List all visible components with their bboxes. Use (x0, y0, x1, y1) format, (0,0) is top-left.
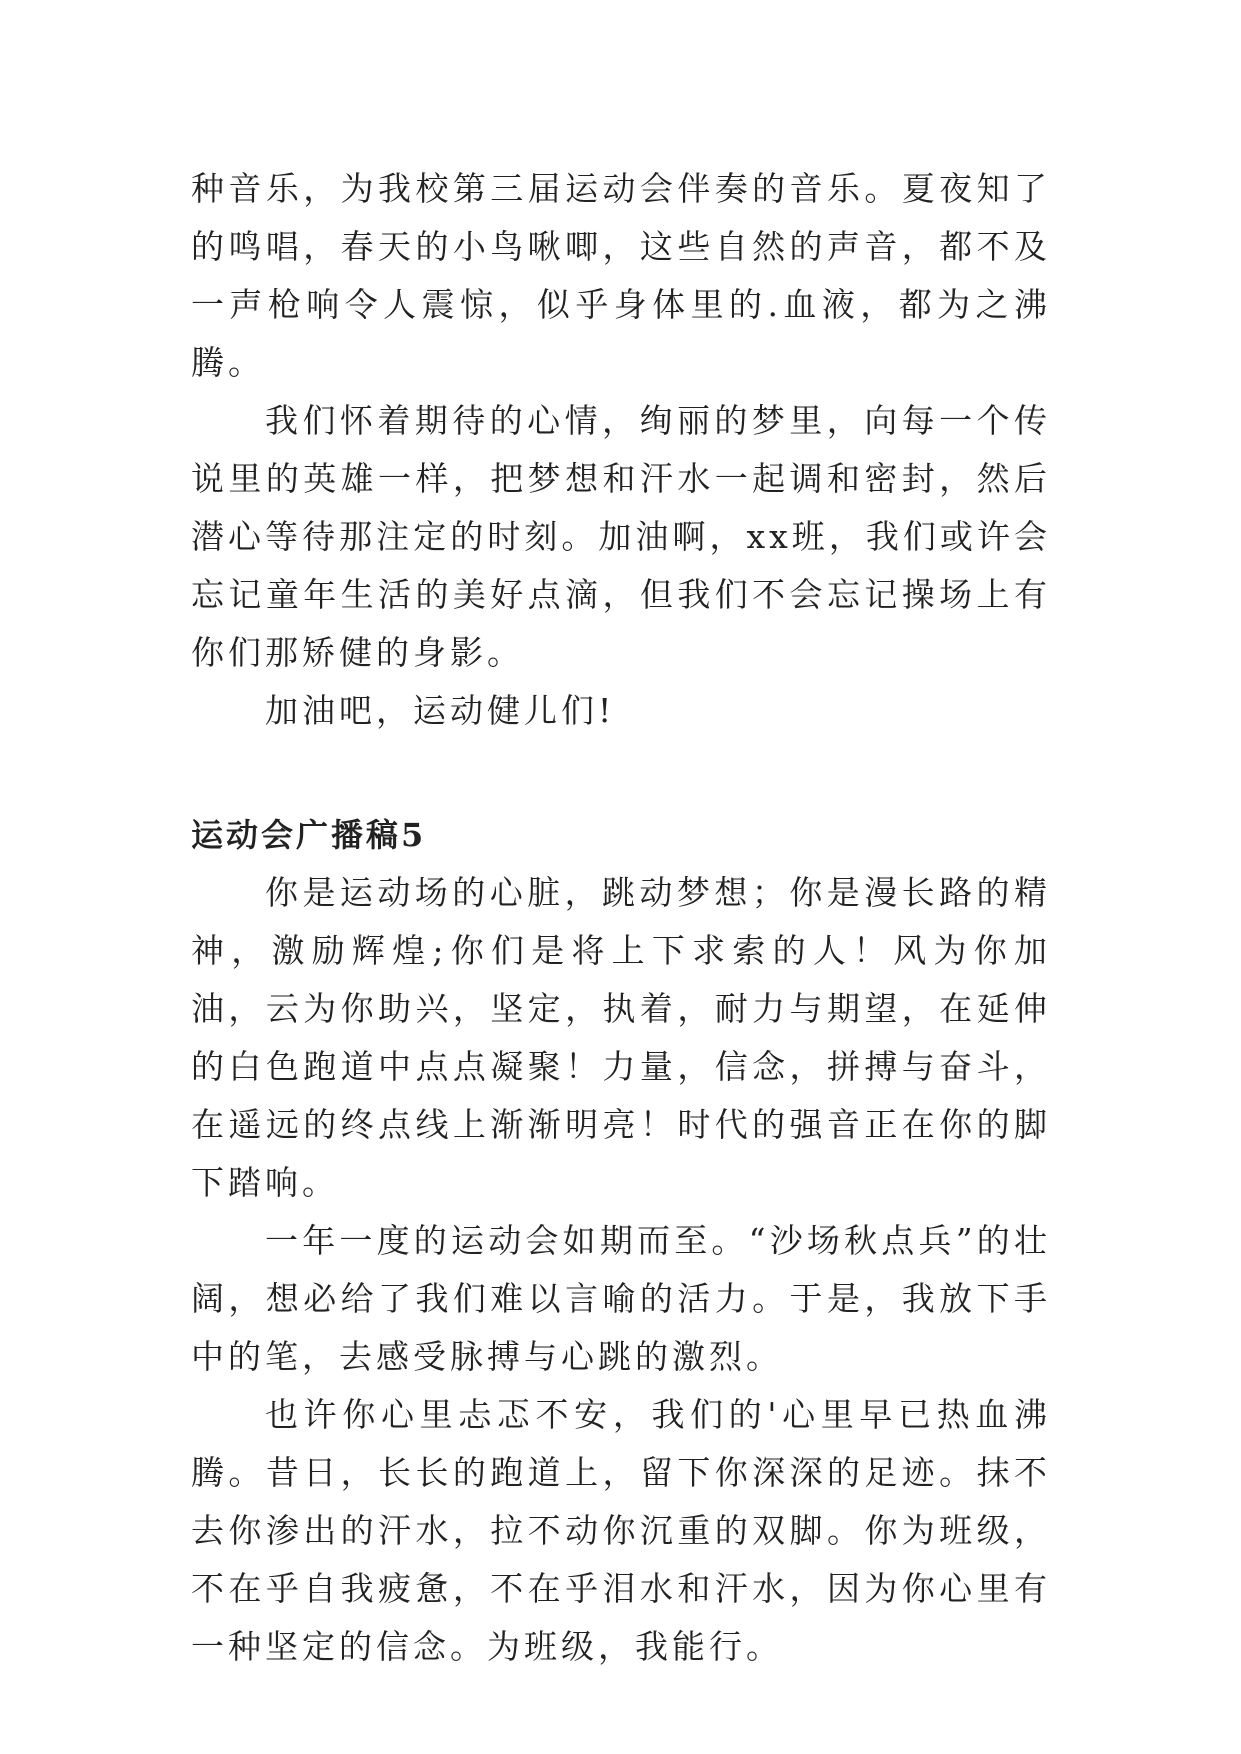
paragraph: 加油吧，运动健儿们! (265, 691, 616, 730)
paragraph: 我们怀着期待的心情，绚丽的梦里，向每一个传说里的英雄一样，把梦想和汗水一起调和密封，然后潜心等待那注定的时刻。加油啊，xx班，我们或许会忘记童年生活的美好点滴，但我们不会忘记操场上有你们那矫健的身影。 (191, 401, 1051, 672)
paragraph-continued: 种音乐，为我校第三届运动会伴奏的音乐。夏夜知了的鸣唱，春天的小鸟啾唧，这些自然的声音，都不及一声枪响令人震惊，似乎身体里的.血液，都为之沸腾。 (191, 169, 1051, 382)
paragraph: 一年一度的运动会如期而至。“沙场秋点兵”的壮阔，想必给了我们难以言喻的活力。于是，我放下手中的笔，去感受脉搏与心跳的激烈。 (191, 1221, 1051, 1376)
document-body (191, 160, 1051, 1676)
paragraph: 你是运动场的心脏，跳动梦想；你是漫长路的精神，激励辉煌;你们是将上下求索的人！风为你加油，云为你助兴，坚定，执着，耐力与期望，在延伸的白色跑道中点点凝聚！力量，信念，拼搏与奋斗，在遥远的终点线上渐渐明亮！时代的强音正在你的脚下踏响。 (191, 873, 1051, 1202)
section-title: 运动会广播稿5 (191, 816, 427, 854)
paragraph: 也许你心里忐忑不安，我们的'心里早已热血沸腾。昔日，长长的跑道上，留下你深深的足迹。抹不去你渗出的汗水，拉不动你沉重的双脚。你为班级，不在乎自我疲惫，不在乎泪水和汗水，因为你心里有一种坚定的信念。为班级，我能行。 (191, 1395, 1051, 1666)
